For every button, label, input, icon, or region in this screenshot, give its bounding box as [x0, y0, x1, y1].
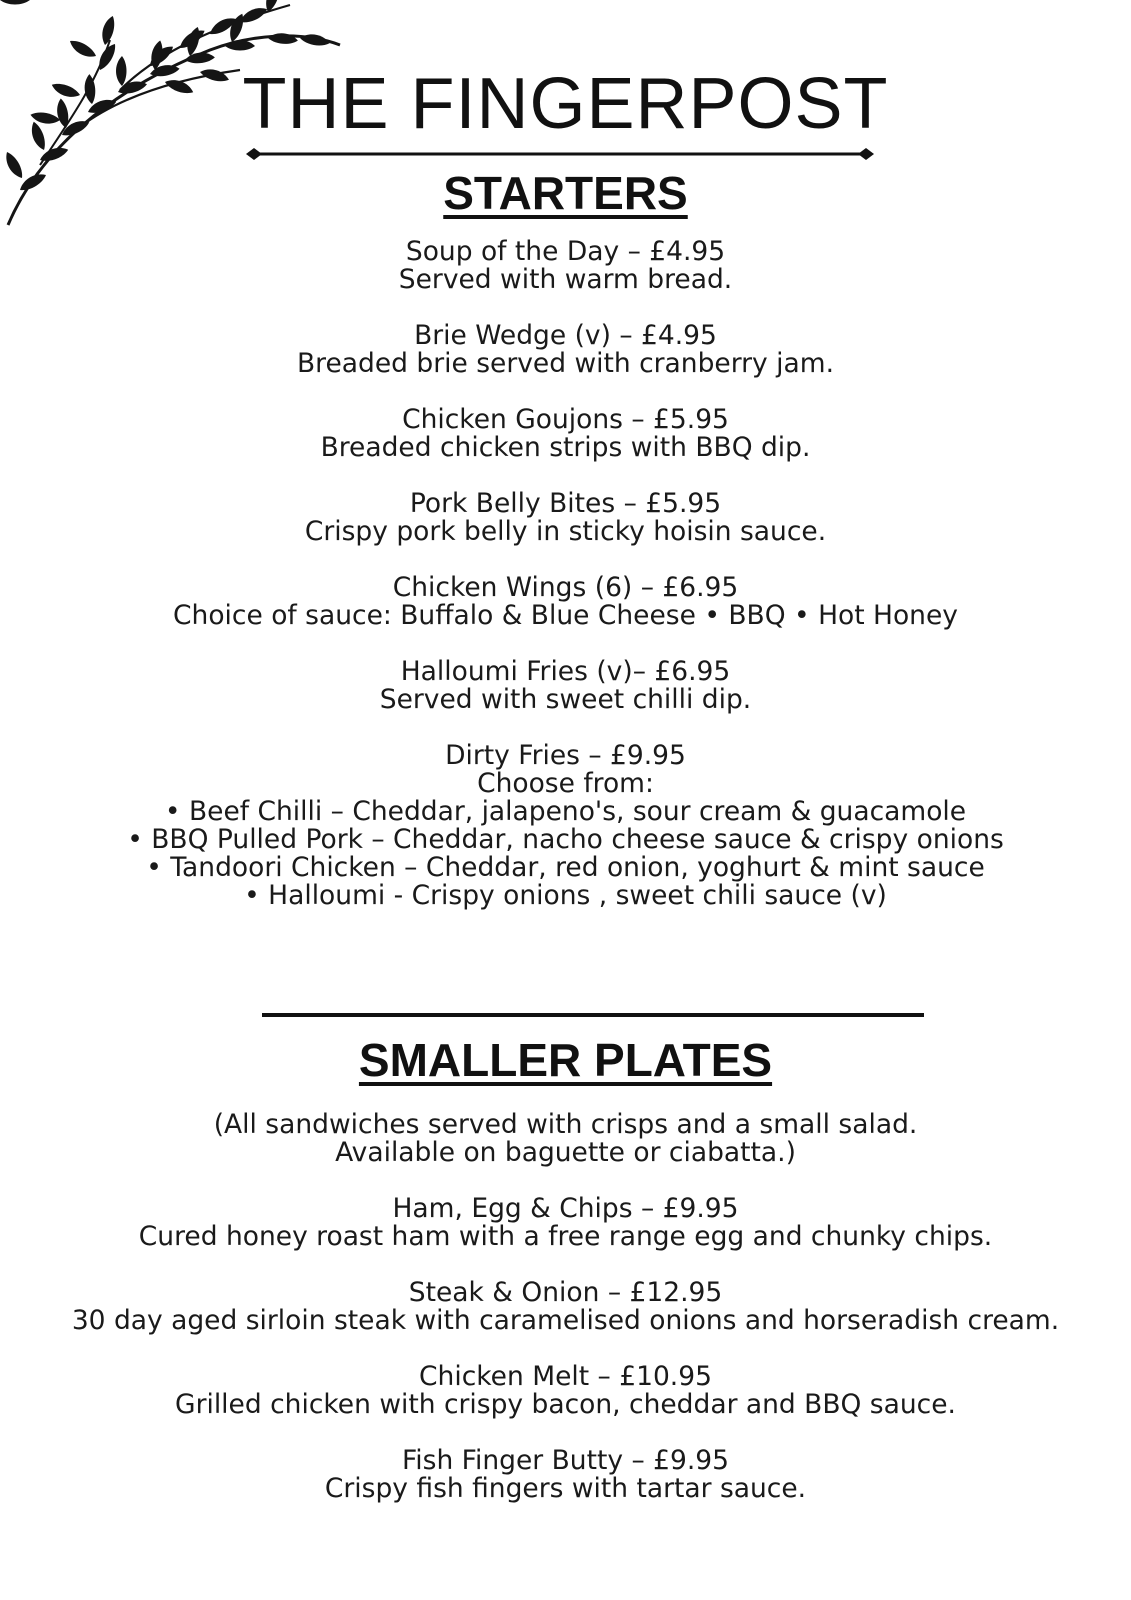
menu-item-description: Breaded brie served with cranberry jam.	[297, 348, 834, 379]
section-note	[0, 1111, 1131, 1167]
menu-item-description: Breaded chicken strips with BBQ dip.	[320, 432, 811, 463]
starters-list	[0, 238, 1131, 910]
menu-item-title: Dirty Fries – £9.95	[445, 740, 686, 771]
menu-item-option: • Tandoori Chicken – Cheddar, red onion, yoghurt & mint sauce	[146, 852, 985, 883]
note-line: (All sandwiches served with crisps and a small salad.	[213, 1109, 918, 1140]
menu-item-description: 30 day aged sirloin steak with caramelised onions and horseradish cream.	[71, 1305, 1060, 1336]
menu-item-title: Soup of the Day – £4.95	[405, 236, 726, 267]
note-line: Available on baguette or ciabatta.)	[335, 1137, 796, 1168]
menu-item-description: Grilled chicken with crispy bacon, cheddar and BBQ sauce.	[175, 1389, 956, 1420]
menu-item-title: Chicken Melt – £10.95	[419, 1361, 712, 1392]
menu-item-description: Served with warm bread.	[398, 264, 733, 295]
menu-item	[0, 238, 1131, 294]
menu-item-title: Fish Finger Butty – £9.95	[401, 1445, 730, 1476]
menu-item-option: • Beef Chilli – Cheddar, jalapeno's, sour cream & guacamole	[164, 796, 967, 827]
menu-item	[0, 1195, 1131, 1251]
menu-item-title: Pork Belly Bites – £5.95	[409, 488, 722, 519]
menu-item-description: Choice of sauce: Buffalo & Blue Cheese • BBQ • Hot Honey	[173, 600, 958, 631]
menu-item-description: Crispy fish fingers with tartar sauce.	[324, 1473, 807, 1504]
menu-item	[0, 322, 1131, 378]
menu-item-description: Cured honey roast ham with a free range egg and chunky chips.	[138, 1221, 993, 1252]
smaller-plates-heading: SMALLER PLATES	[358, 1034, 773, 1086]
starters-heading: STARTERS	[443, 167, 688, 219]
menu-item-description: Crispy pork belly in sticky hoisin sauce.	[304, 516, 827, 547]
menu-item	[0, 1363, 1131, 1419]
menu-item-title: Halloumi Fries (v)– £6.95	[400, 656, 731, 687]
menu-item	[0, 406, 1131, 462]
menu-item-description: Served with sweet chilli dip.	[379, 684, 752, 715]
smaller-plates-list	[0, 1111, 1131, 1503]
section-divider	[262, 1013, 924, 1017]
menu-item-title: Ham, Egg & Chips – £9.95	[392, 1193, 739, 1224]
menu-item-title: Chicken Goujons – £5.95	[402, 404, 729, 435]
menu-item	[0, 658, 1131, 714]
diamond-rule	[246, 148, 874, 160]
menu-item-title: Brie Wedge (v) – £4.95	[414, 320, 717, 351]
menu-item	[0, 742, 1131, 910]
menu-item	[0, 574, 1131, 630]
menu-item-option: • BBQ Pulled Pork – Cheddar, nacho cheese sauce & crispy onions	[127, 824, 1004, 855]
menu-item-description: Choose from:	[477, 768, 654, 799]
menu-item	[0, 1279, 1131, 1335]
menu-item-title: Steak & Onion – £12.95	[408, 1277, 723, 1308]
menu-item-option: • Halloumi - Crispy onions , sweet chili sauce (v)	[244, 880, 887, 911]
restaurant-name: THE FINGERPOST	[242, 64, 889, 144]
menu-item	[0, 1447, 1131, 1503]
menu-item-title: Chicken Wings (6) – £6.95	[392, 572, 739, 603]
menu-item	[0, 490, 1131, 546]
